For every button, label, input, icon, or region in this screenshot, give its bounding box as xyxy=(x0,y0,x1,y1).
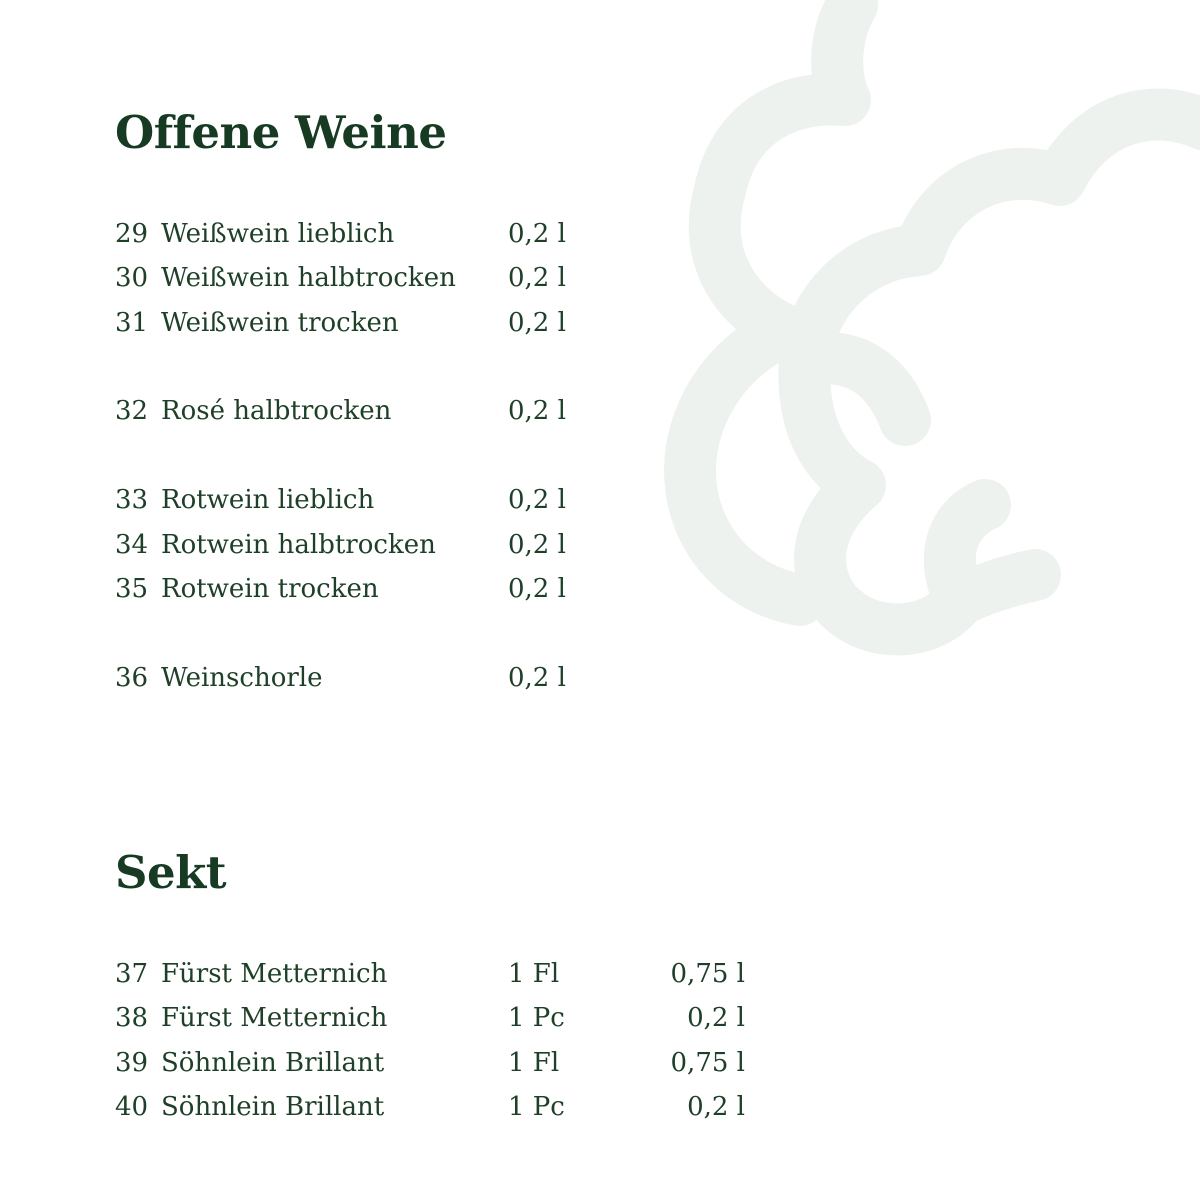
item-number: 33 xyxy=(115,485,149,515)
item-name: Rotwein halbtrocken xyxy=(161,530,436,560)
item-volume: 0,2 l xyxy=(508,396,566,426)
item-unit: 1 Pc xyxy=(508,1092,565,1122)
item-volume: 0,2 l xyxy=(508,308,566,338)
item-number: 40 xyxy=(115,1092,149,1122)
item-name: Söhnlein Brillant xyxy=(161,1048,385,1078)
item-name: Fürst Metternich xyxy=(161,1003,388,1033)
item-number: 30 xyxy=(115,263,149,293)
item-volume: 0,2 l xyxy=(687,1003,745,1033)
item-unit: 1 Pc xyxy=(508,1003,565,1033)
item-name: Fürst Metternich xyxy=(161,959,388,989)
item-number: 31 xyxy=(115,308,149,338)
item-number: 37 xyxy=(115,959,149,989)
item-volume: 0,2 l xyxy=(508,485,566,515)
item-number: 38 xyxy=(115,1003,149,1033)
item-name: Rotwein lieblich xyxy=(161,485,375,515)
item-number: 39 xyxy=(115,1048,149,1078)
item-volume: 0,2 l xyxy=(508,530,566,560)
item-number: 34 xyxy=(115,530,149,560)
item-name: Weißwein lieblich xyxy=(161,219,395,249)
item-name: Weißwein halbtrocken xyxy=(161,263,456,293)
section-title-sekt: Sekt xyxy=(115,846,227,899)
section-title-offene-weine: Offene Weine xyxy=(115,106,447,159)
item-number: 29 xyxy=(115,219,149,249)
item-volume: 0,2 l xyxy=(687,1092,745,1122)
item-number: 35 xyxy=(115,574,149,604)
item-number: 36 xyxy=(115,663,149,693)
item-name: Rotwein trocken xyxy=(161,574,379,604)
item-unit: 1 Fl xyxy=(508,959,560,989)
item-unit: 1 Fl xyxy=(508,1048,560,1078)
item-volume: 0,2 l xyxy=(508,663,566,693)
item-volume: 0,2 l xyxy=(508,219,566,249)
item-name: Söhnlein Brillant xyxy=(161,1092,385,1122)
item-name: Weinschorle xyxy=(161,663,323,693)
item-name: Weißwein trocken xyxy=(161,308,399,338)
item-volume: 0,2 l xyxy=(508,574,566,604)
item-name: Rosé halbtrocken xyxy=(161,396,392,426)
item-volume: 0,2 l xyxy=(508,263,566,293)
item-volume: 0,75 l xyxy=(670,1048,745,1078)
item-number: 32 xyxy=(115,396,149,426)
item-volume: 0,75 l xyxy=(670,959,745,989)
